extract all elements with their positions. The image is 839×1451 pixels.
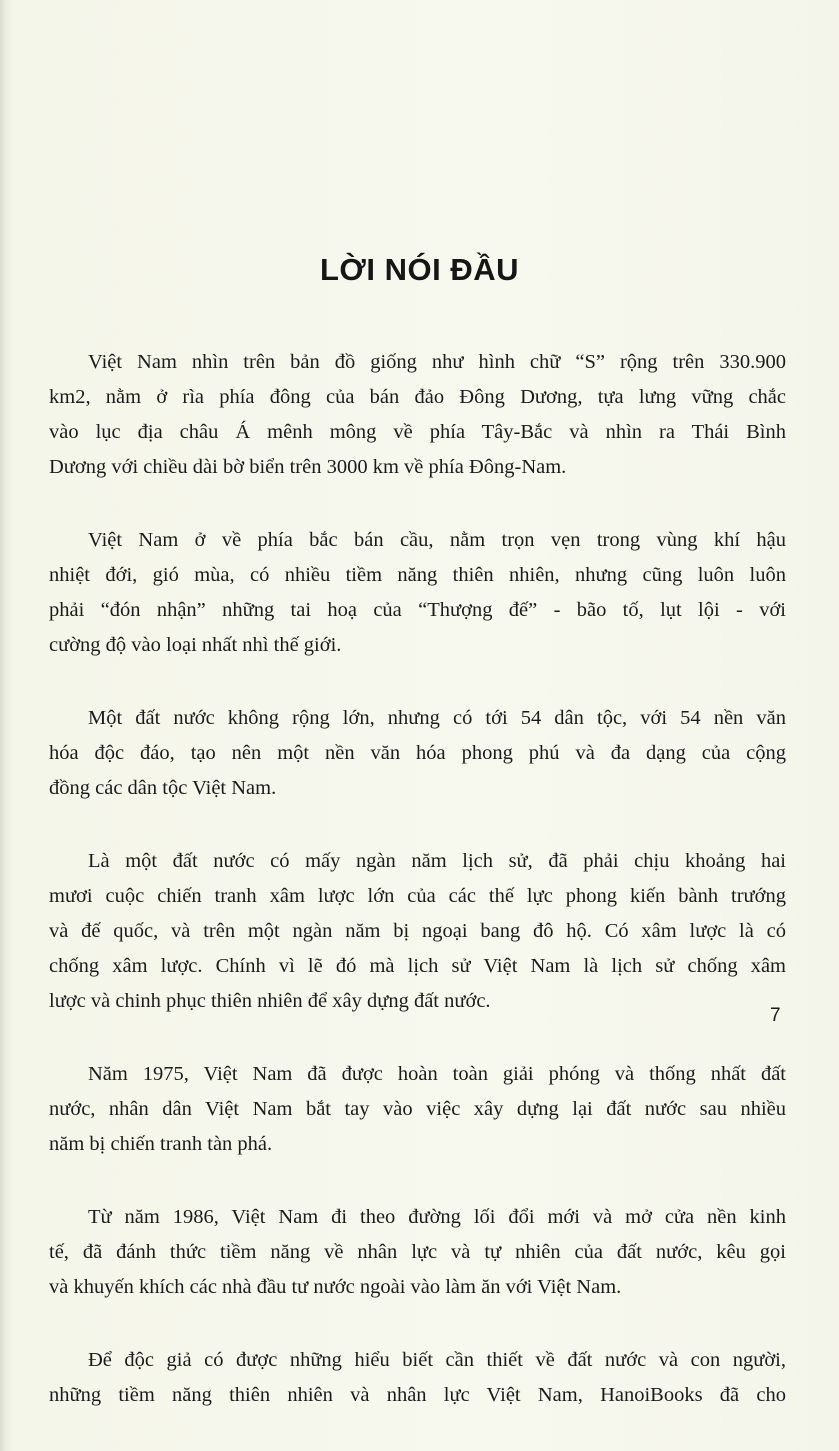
text-line: cường độ vào loại nhất nhì thế giới.	[49, 634, 342, 656]
paragraph	[49, 844, 786, 1019]
text-line: Năm 1975, Việt Nam đã được hoàn toàn giải phóng và thống nhất đất	[88, 1063, 786, 1085]
text-line: năm bị chiến tranh tàn phá.	[49, 1133, 273, 1155]
text-line: lược và chinh phục thiên nhiên để xây dựng đất nước.	[49, 990, 491, 1012]
paragraph	[49, 1343, 786, 1413]
text-line: đồng các dân tộc Việt Nam.	[49, 777, 277, 799]
text-line: tế, đã đánh thức tiềm năng về nhân lực và tự nhiên của đất nước, kêu gọi	[49, 1241, 786, 1263]
text-line: Để độc giả có được những hiểu biết cần thiết về đất nước và con người,	[88, 1349, 786, 1371]
text-line: Dương với chiều dài bờ biển trên 3000 km về phía Đông-Nam.	[49, 456, 567, 478]
text-line: nhiệt đới, gió mùa, có nhiều tiềm năng thiên nhiên, nhưng cũng luôn luôn	[49, 564, 786, 586]
text-line: Một đất nước không rộng lớn, nhưng có tới 54 dân tộc, với 54 nền văn	[88, 707, 786, 729]
text-line: và đế quốc, và trên một ngàn năm bị ngoại bang đô hộ. Có xâm lược là có	[49, 920, 786, 942]
text-line: vào lục địa châu Á mênh mông về phía Tây-Bắc và nhìn ra Thái Bình	[49, 421, 786, 443]
page-number: 7	[770, 1005, 781, 1026]
body-text	[49, 345, 786, 1451]
text-line: nước, nhân dân Việt Nam bắt tay vào việc xây dựng lại đất nước sau nhiều	[49, 1098, 786, 1120]
text-line: Việt Nam ở về phía bắc bán cầu, nằm trọn vẹn trong vùng khí hậu	[88, 529, 786, 551]
paragraph	[49, 523, 786, 663]
text-line: phải “đón nhận” những tai hoạ của “Thượng đế” - bão tố, lụt lội - với	[49, 599, 786, 621]
text-line: Việt Nam nhìn trên bản đồ giống như hình chữ “S” rộng trên 330.900	[88, 351, 786, 373]
paragraph	[49, 1200, 786, 1305]
page-title: LỜI NÓI ĐẦU	[320, 252, 519, 287]
text-line: hóa độc đáo, tạo nên một nền văn hóa phong phú và đa dạng của cộng	[49, 742, 786, 764]
text-line: những tiềm năng thiên nhiên và nhân lực Việt Nam, HanoiBooks đã cho	[49, 1384, 786, 1406]
paragraph	[49, 1057, 786, 1162]
text-line: và khuyến khích các nhà đầu tư nước ngoài vào làm ăn với Việt Nam.	[49, 1276, 622, 1298]
text-line: mươi cuộc chiến tranh xâm lược lớn của các thế lực phong kiến bành trướng	[49, 885, 786, 907]
paragraph	[49, 701, 786, 806]
text-line: km2, nằm ở rìa phía đông của bán đảo Đông Dương, tựa lưng vững chắc	[49, 386, 786, 408]
text-line: chống xâm lược. Chính vì lẽ đó mà lịch sử Việt Nam là lịch sử chống xâm	[49, 955, 786, 977]
text-line: Là một đất nước có mấy ngàn năm lịch sử, đã phải chịu khoảng hai	[88, 850, 786, 872]
paragraph	[49, 345, 786, 485]
text-line: Từ năm 1986, Việt Nam đi theo đường lối đổi mới và mở cửa nền kinh	[88, 1206, 786, 1228]
